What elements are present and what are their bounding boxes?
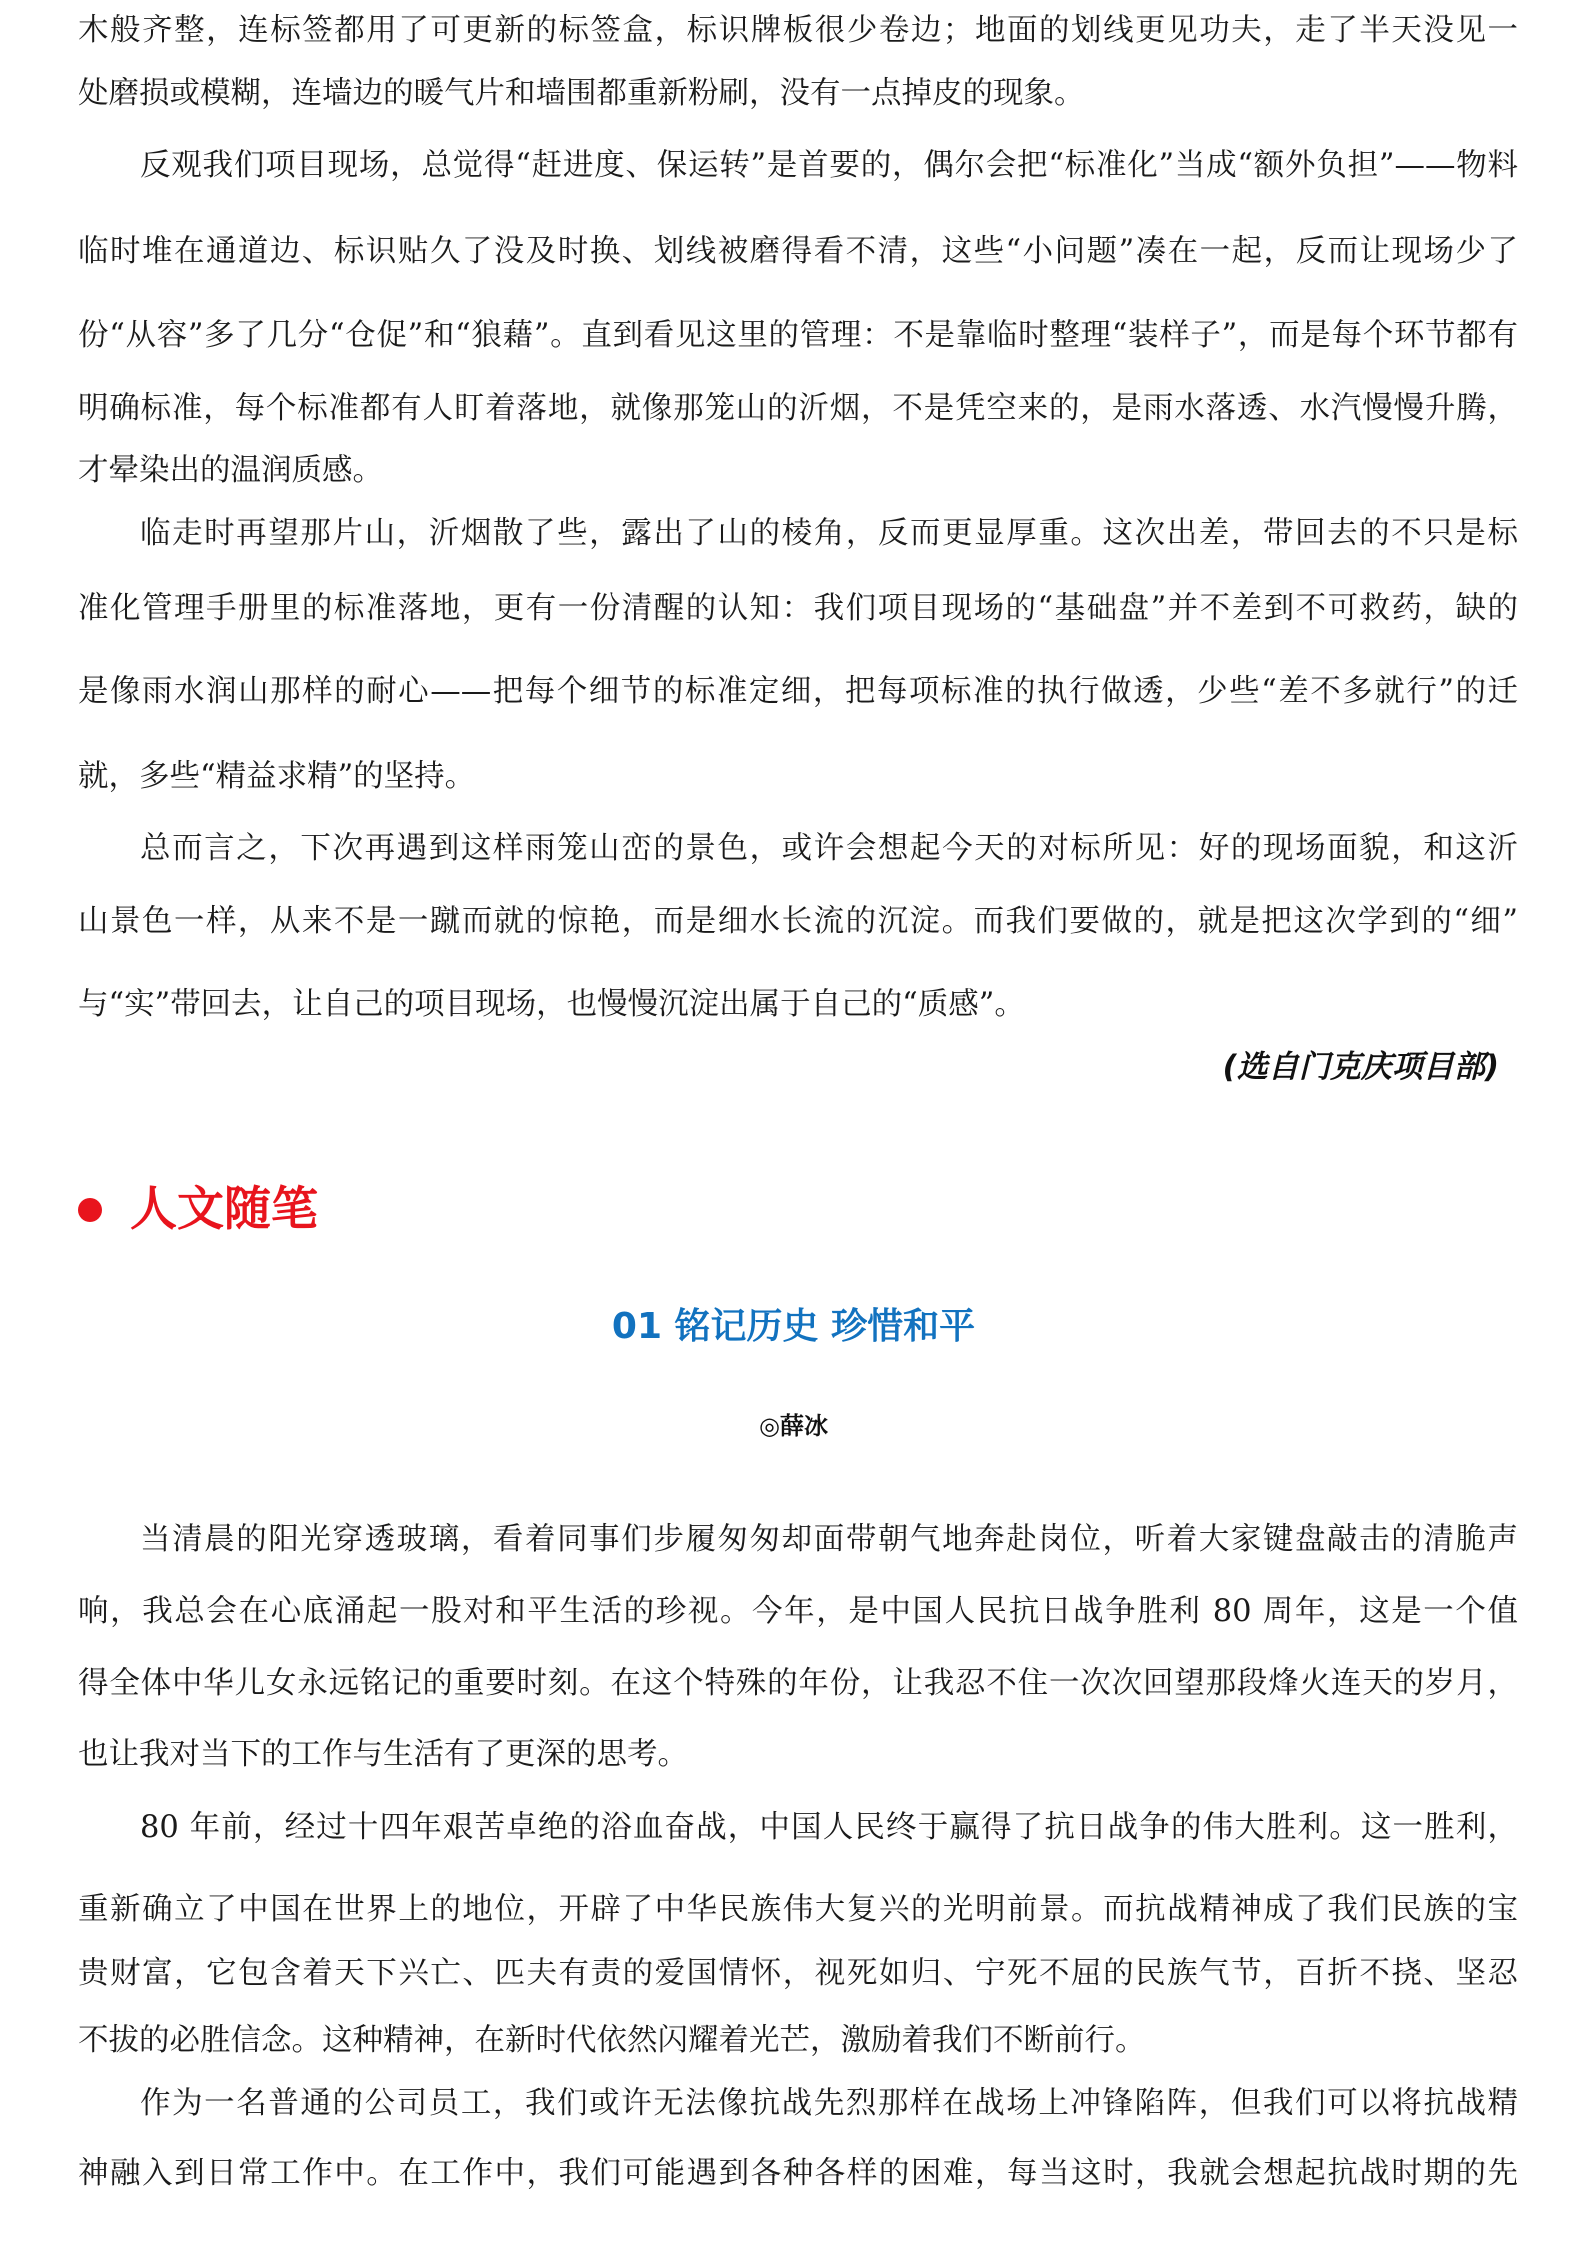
body-text-line: 处磨损或模糊，连墙边的暖气片和墙围都重新粉刷，没有一点掉皮的现象。 xyxy=(78,76,1085,111)
body-text-line: 临时堆在通道边、标识贴久了没及时换、划线被磨得看不清，这些“小问题”凑在一起，反而让现场少了 xyxy=(78,234,1518,269)
body-text-line: 得全体中华儿女永远铭记的重要时刻。在这个特殊的年份，让我忍不住一次次回望那段烽火连天的岁月， xyxy=(78,1666,1518,1701)
body-text-line: 当清晨的阳光穿透玻璃，看着同事们步履匆匆却面带朝气地奔赴岗位，听着大家键盘敲击的清脆声 xyxy=(140,1522,1518,1557)
body-text-line: 重新确立了中国在世界上的地位，开辟了中华民族伟大复兴的光明前景。而抗战精神成了我们民族的宝 xyxy=(78,1892,1518,1927)
section-title: 人文随笔 xyxy=(130,1182,318,1237)
body-text-line: 准化管理手册里的标准落地，更有一份清醒的认知：我们项目现场的“基础盘”并不差到不可救药，缺的 xyxy=(78,591,1518,626)
body-text-line: 临走时再望那片山，沂烟散了些，露出了山的棱角，反而更显厚重。这次出差，带回去的不只是标 xyxy=(140,516,1518,551)
body-text-line: 贵财富，它包含着天下兴亡、匹夫有责的爱国情怀，视死如归、宁死不屈的民族气节，百折不挠、坚忍 xyxy=(78,1956,1518,1991)
body-text-line: 山景色一样，从来不是一蹴而就的惊艳，而是细水长流的沉淀。而我们要做的，就是把这次学到的“细” xyxy=(78,904,1518,939)
body-text-line: 与“实”带回去，让自己的项目现场，也慢慢沉淀出属于自己的“质感”。 xyxy=(78,987,1025,1022)
body-text-line: 才晕染出的温润质感。 xyxy=(78,453,383,488)
body-text-line: 也让我对当下的工作与生活有了更深的思考。 xyxy=(78,1737,688,1772)
red-dot-icon xyxy=(78,1198,102,1222)
body-text-line: 就，多些“精益求精”的坚持。 xyxy=(78,759,476,794)
body-text-line: 不拔的必胜信念。这种精神，在新时代依然闪耀着光芒，激励着我们不断前行。 xyxy=(78,2023,1146,2058)
body-text-line: 份“从容”多了几分“仓促”和“狼藉”。直到看见这里的管理：不是靠临时整理“装样子”，而是每个环节都有 xyxy=(78,318,1518,353)
body-text-line: 木般齐整，连标签都用了可更新的标签盒，标识牌板很少卷边；地面的划线更见功夫，走了半天没见一 xyxy=(78,13,1518,48)
body-text-line: 神融入到日常工作中。在工作中，我们可能遇到各种各样的困难，每当这时，我就会想起抗战时期的先 xyxy=(78,2156,1518,2191)
section-heading xyxy=(78,1180,318,1240)
article-byline: ◎薛冰 xyxy=(759,1411,828,1440)
body-text-line: 是像雨水润山那样的耐心——把每个细节的标准定细，把每项标准的执行做透，少些“差不多就行”的迁 xyxy=(78,674,1518,709)
body-text-line: 明确标准，每个标准都有人盯着落地，就像那笼山的沂烟，不是凭空来的，是雨水落透、水汽慢慢升腾， xyxy=(78,391,1518,426)
body-text-line: 总而言之，下次再遇到这样雨笼山峦的景色，或许会想起今天的对标所见：好的现场面貌，和这沂 xyxy=(140,831,1518,866)
body-text-line: 作为一名普通的公司员工，我们或许无法像抗战先烈那样在战场上冲锋陷阵，但我们可以将抗战精 xyxy=(140,2086,1518,2121)
body-text-line: 响，我总会在心底涌起一股对和平生活的珍视。今年，是中国人民抗日战争胜利 80 周年，这是一个值 xyxy=(78,1594,1518,1629)
body-text-line: 80 年前，经过十四年艰苦卓绝的浴血奋战，中国人民终于赢得了抗日战争的伟大胜利。这一胜利， xyxy=(140,1810,1518,1845)
body-text-line: 反观我们项目现场，总觉得“赶进度、保运转”是首要的，偶尔会把“标准化”当成“额外负担”——物料 xyxy=(140,148,1518,183)
source-attribution: (选自门克庆项目部) xyxy=(1222,1049,1499,1085)
article-title: 01 铭记历史 珍惜和平 xyxy=(611,1306,976,1347)
